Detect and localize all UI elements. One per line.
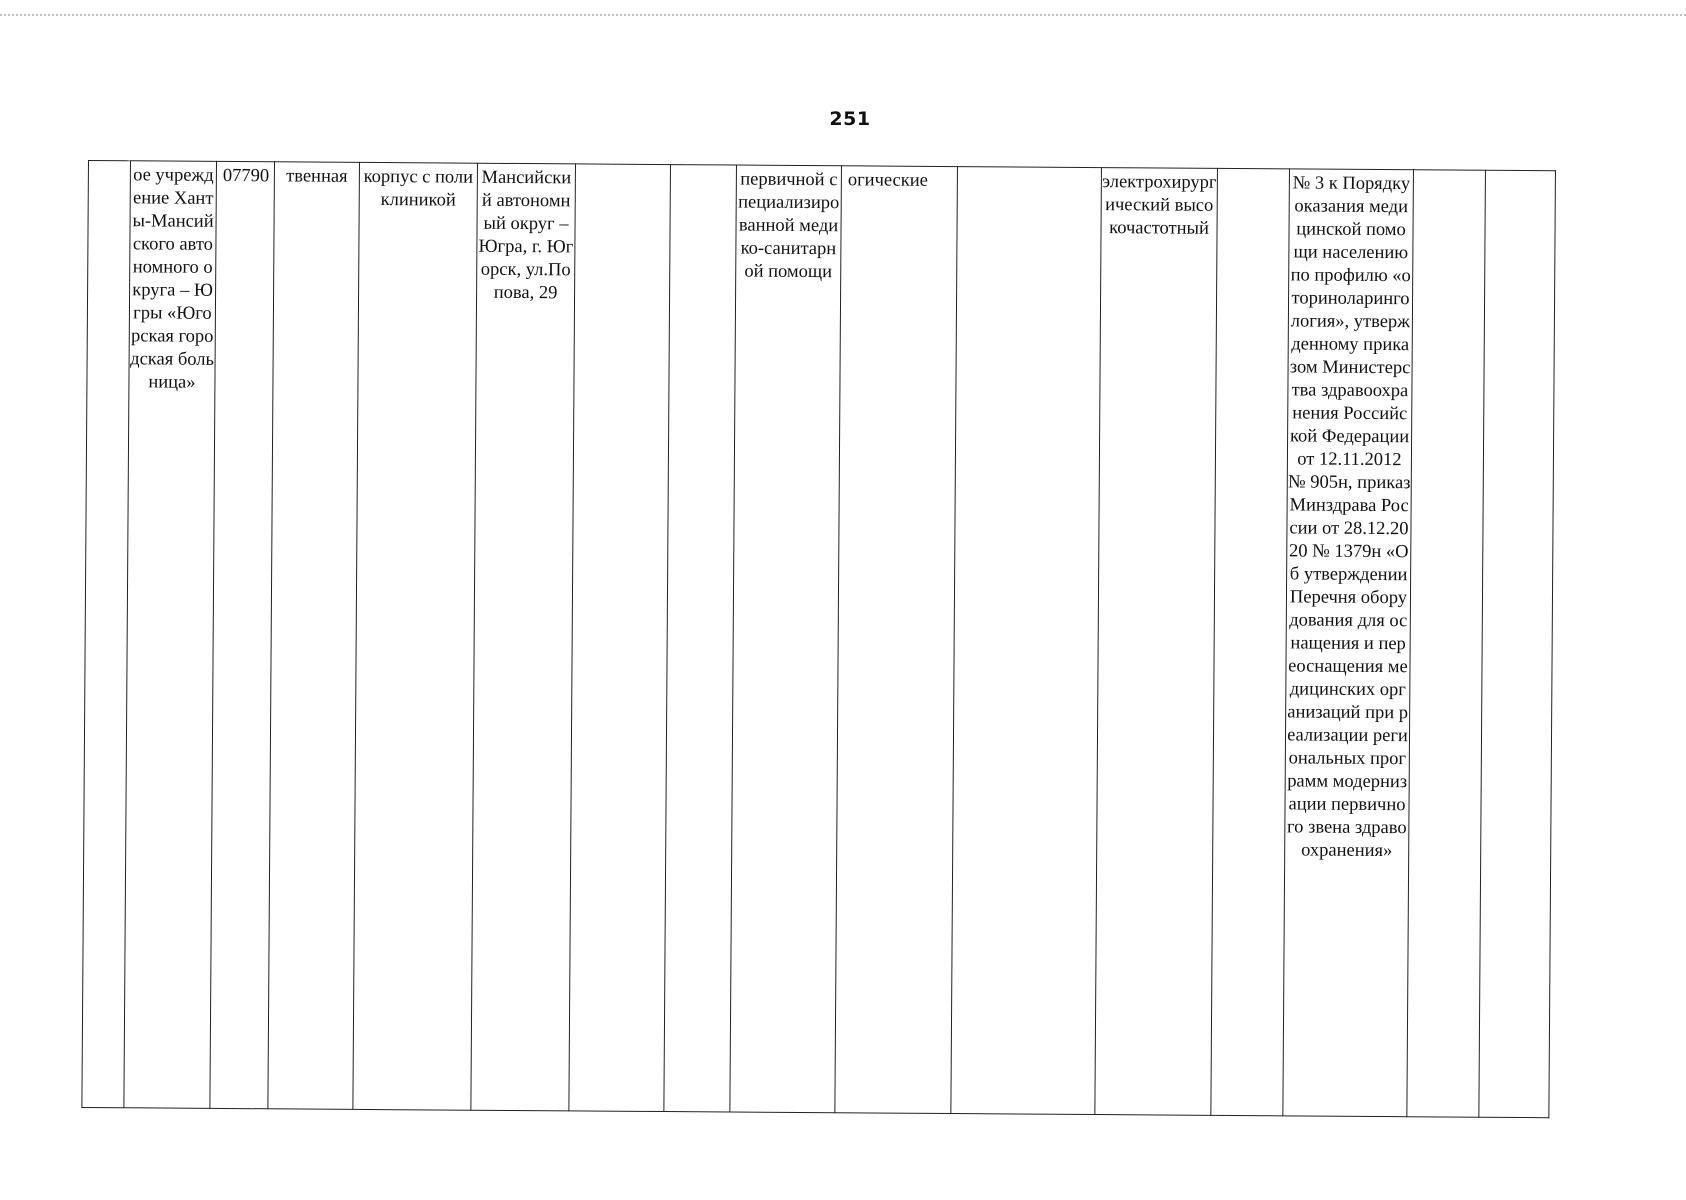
cell-building: корпус с поликлиникой	[353, 162, 478, 1110]
cell-empty-16	[1479, 170, 1556, 1117]
cell-empty-8	[664, 165, 737, 1112]
cell-profile: огические	[835, 166, 958, 1114]
cell-care-type: первичной специализированной медико-санитарной помощи	[730, 165, 842, 1113]
document-table	[81, 160, 1556, 1118]
cell-empty-13	[1211, 168, 1290, 1115]
cell-empty-7	[569, 164, 671, 1112]
cell-ownership-form: твенная	[268, 162, 360, 1110]
table-row	[82, 161, 1556, 1118]
cell-row-number	[82, 161, 131, 1108]
cell-address: Мансийский автономный округ – Югра, г. Югорск, ул.Попова, 29	[471, 163, 576, 1111]
scan-edge-artifact	[0, 14, 1686, 16]
page-number: 251	[829, 108, 871, 130]
cell-equipment: электрохирургический высокочастотный	[1095, 168, 1218, 1116]
cell-empty-11	[951, 167, 1102, 1115]
cell-organization-name: ое учреждение Ханты-Мансийского автономного округа – Югры «Югорская городская больница»	[124, 161, 217, 1109]
cell-code: 07790	[210, 161, 275, 1108]
cell-legal-basis: № 3 к Порядку оказания медицинской помощи населению по профилю «оториноларингология», утвержденному приказом Министерства здравоохранения Российской Федерации от 12.11.2012 № 905н, приказ Минздрава России от 28.12.2020 № 1379н «Об утверждении Перечня оборудования для оснащения и переоснащения медицинских организаций при реализации региональных программ модернизации первичного звена здравоохранения»	[1283, 169, 1414, 1117]
cell-empty-15	[1407, 170, 1486, 1117]
